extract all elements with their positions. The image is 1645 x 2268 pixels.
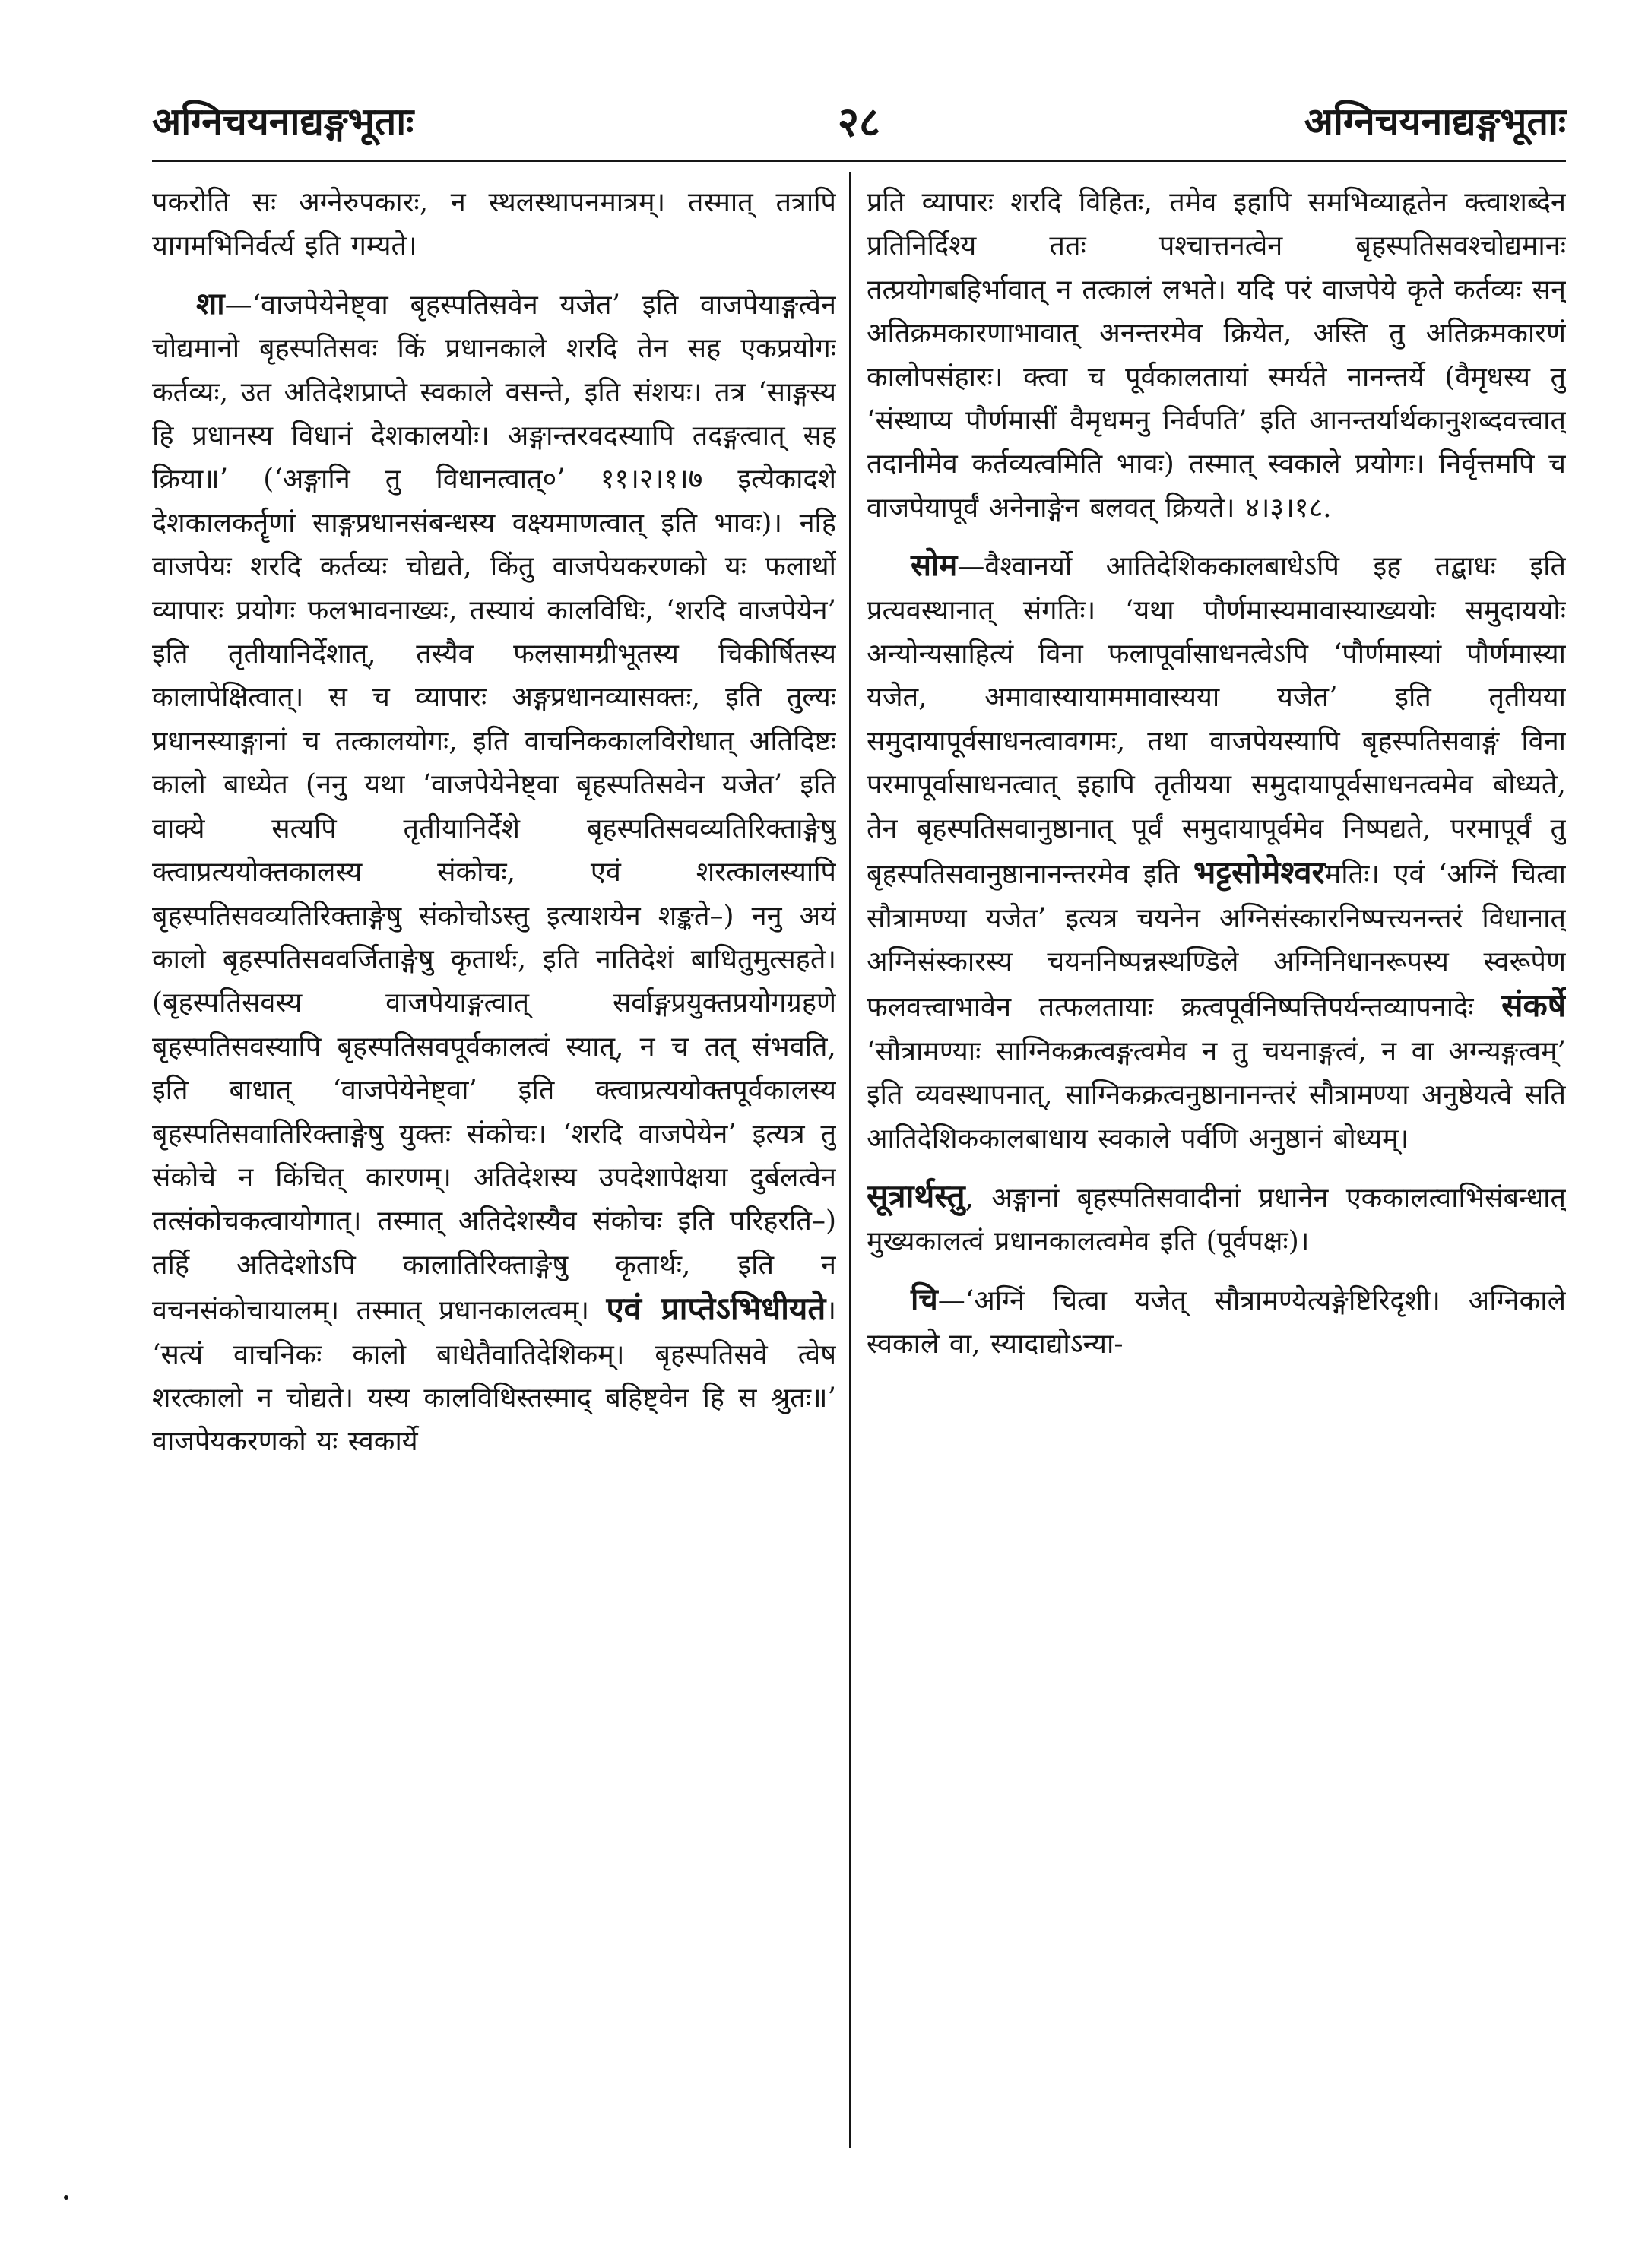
header-right-title: अग्निचयनाद्यङ्गभूताः — [1304, 99, 1566, 144]
right-paragraph-2-text: —वैश्वानर्यो आतिदेशिककालबाधेऽपि इह तद्बाधः इति प्रत्यवस्थानात् संगतिः। ‘यथा पौर्णमास्यमावास्याख्ययोः समुदाययोः अन्योन्यसाहित्यं विना फलापूर्वासाधनत्वेऽपि ‘पौर्णमास्यां पौर्णमास्या यजेत, अमावास्यायाममावास्यया यजेत’ इति तृतीयया समुदायापूर्वसाधनत्वावगमः, तथा वाजपेयस्यापि बृहस्पतिसवाङ्गं विना परमापूर्वासाधनत्वात् इहापि तृतीयया समुदायापूर्वसाधनत्वमेव बोध्यते, तेन बृहस्पतिसवानुष्ठानात् पूर्वं समुदायापूर्वमेव निष्पद्यते, परमापूर्वं तु बृहस्पतिसवानुष्ठानानन्तरमेव इति — [867, 551, 1566, 891]
left-column — [152, 181, 836, 2127]
siddhanta-phrase: एवं प्राप्तेऽभिधीयते — [606, 1290, 826, 1328]
right-paragraph-1-text: प्रति व्यापारः शरदि विहितः, तमेव इहापि समभिव्याहृतेन क्त्वाशब्देन प्रतिनिर्दिश्य ततः पश्चात्तनत्वेन बृहस्पतिसवश्चोद्यमानः तत्प्रयोगबहिर्भावात् न तत्कालं लभते। यदि परं वाजपेये कृते कर्तव्यः सन् अतिक्रमकारणाभावात् अनन्तरमेव क्रियेत, अस्ति तु अतिक्रमकारणं कालोपसंहारः। क्त्वा च पूर्वकालतायां स्मर्यते नानन्तर्ये (वैमृधस्य तु ‘संस्थाप्य पौर्णमासीं वैमृधमनु निर्वपति’ इति आनन्तर्यार्थकानुशब्दवत्त्वात् तदानीमेव कर्तव्यत्वमिति भावः) तस्मात् स्वकाले प्रयोगः। निर्वृत्तमपि च वाजपेयापूर्वं अनेनाङ्गेन बलवत् क्रियते। ४।३।१८. — [867, 187, 1566, 524]
header-left-title: अग्निचयनाद्यङ्गभूताः — [152, 99, 414, 144]
left-paragraph-2-tail: । ‘सत्यं वाचनिकः कालो बाधेतैवातिदेशिकम्। बृहस्पतिसवे त्वेष शरत्कालो न चोद्यते। यस्य कालविधिस्तस्माद् बहिष्ट्वेन हि स श्रुतः॥’ वाजपेयकरणको यः स्वकार्ये — [152, 1295, 836, 1458]
right-paragraph-4 — [867, 1278, 1566, 1367]
left-paragraph-2 — [152, 282, 836, 1464]
right-paragraph-3 — [867, 1174, 1566, 1264]
column-divider — [849, 172, 851, 2148]
right-paragraph-2 — [867, 543, 1566, 1161]
left-paragraph-2-text: —‘वाजपेयेनेष्ट्वा बृहस्पतिसवेन यजेत’ इति वाजपेयाङ्गत्वेन चोद्यमानो बृहस्पतिसवः किं प्रधानकाले शरदि तेन सह एकप्रयोगः कर्तव्यः, उत अतिदेशप्राप्ते स्वकाले वसन्ते, इति संशयः। तत्र ‘साङ्गस्य हि प्रधानस्य विधानं देशकालयोः। अङ्गान्तरवदस्यापि तदङ्गत्वात् सह क्रिया॥’ (‘अङ्गानि तु विधानत्वात्०’ ११।२।१।७ इत्येकादशे देशकालकर्तॄणां साङ्गप्रधानसंबन्धस्य वक्ष्यमाणत्वात् इति भावः)। नहि वाजपेयः शरदि कर्तव्यः चोद्यते, किंतु वाजपेयकरणको यः फलार्थो व्यापारः प्रयोगः फलभावनाख्यः, तस्यायं कालविधिः, ‘शरदि वाजपेयेन’ इति तृतीयानिर्देशात्, तस्यैव फलसामग्रीभूतस्य चिकीर्षितस्य कालापेक्षित्वात्। स च व्यापारः अङ्गप्रधानव्यासक्तः, इति तुल्यः प्रधानस्याङ्गानां च तत्कालयोगः, इति वाचनिककालविरोधात् अतिदिष्टः कालो बाध्येत (ननु यथा ‘वाजपेयेनेष्ट्वा बृहस्पतिसवेन यजेत’ इति वाक्ये सत्यपि तृतीयानिर्देशे बृहस्पतिसवव्यतिरिक्ताङ्गेषु क्त्वाप्रत्ययोक्तकालस्य संकोचः, एवं शरत्कालस्यापि बृहस्पतिसवव्यतिरिक्ताङ्गेषु संकोचोऽस्तु इत्याशयेन शङ्कते–) ननु अयं कालो बृहस्पतिसववर्जिताङ्गेषु कृतार्थः, इति नातिदेशं बाधितुमुत्सहते। (बृहस्पतिसवस्य वाजपेयाङ्गत्वात् सर्वाङ्गप्रयुक्तप्रयोगग्रहणे बृहस्पतिसवस्यापि बृहस्पतिसवपूर्वकालत्वं स्यात्, न च तत् संभवति, इति बाधात् ‘वाजपेयेनेष्ट्वा’ इति क्त्वाप्रत्ययोक्तपूर्वकालस्य बृहस्पतिसवातिरिक्ताङ्गेषु युक्तः संकोचः। ‘शरदि वाजपेयेन’ इत्यत्र तु संकोचे न किंचित् कारणम्। अतिदेशस्य उपदेशापेक्षया दुर्बलत्वेन तत्संकोचकत्वायोगात्। तस्मात् अतिदेशस्यैव संकोचः इति परिहरति–) तर्हि अतिदेशोऽपि कालातिरिक्ताङ्गेषु कृतार्थः, इति न वचनसंकोचायालम्। तस्मात् प्रधानकालत्वम्। — [152, 289, 836, 1327]
right-paragraph-2-tail: मतिः। एवं ‘अग्निं चित्वा सौत्रामण्या यजेत’ इत्यत्र चयनेन अग्निसंस्कारनिष्पत्त्यनन्तरं विधानात् अग्निसंस्कारस्य चयननिष्पन्नस्थण्डिले अग्निनिधानरूपस्य स्वरूपेण फलवत्त्वाभावेन तत्फलतायाः क्रत्वपूर्वनिष्पत्तिपर्यन्तव्यापनादेः — [867, 859, 1566, 1024]
sutrartha-lead: सूत्रार्थस्तु — [867, 1177, 965, 1215]
author-name-bhattasomeshvara: भट्टसोमेश्वर — [1193, 854, 1325, 892]
running-head — [152, 91, 1566, 160]
right-paragraph-2-tail2: ‘सौत्रामण्याः साग्निकक्रत्वङ्गत्वमेव न तु चयनाङ्गत्वं, न वा अग्न्यङ्गत्वम्’ इति व्यवस्थापनात्, साग्निकक्रत्वनुष्ठानानन्तरं सौत्रामण्या अनुष्ठेयत्वे सति आतिदेशिककालबाधाय स्वकाले पर्वणि अनुष्ठानं बोध्यम्। — [867, 1035, 1566, 1155]
page-number: २८ — [837, 97, 881, 146]
commentary-label-chi: चि — [911, 1281, 938, 1317]
work-title-sankarsha: संकर्षे — [1501, 987, 1566, 1025]
commentary-label-sha: शा — [196, 285, 225, 322]
right-column — [867, 181, 1566, 2127]
right-paragraph-3-text: , अङ्गानां बृहस्पतिसवादीनां प्रधानेन एककालत्वाभिसंबन्धात् मुख्यकालत्वं प्रधानकालत्वमेव इति (पूर्वपक्षः)। — [867, 1182, 1566, 1258]
left-paragraph-1-text: पकरोति सः अग्नेरुपकारः, न स्थलस्थापनमात्रम्। तस्मात् तत्रापि यागमभिनिर्वर्त्य इति गम्यते। — [152, 187, 836, 262]
header-rule — [152, 160, 1566, 162]
right-paragraph-1 — [867, 181, 1566, 530]
right-paragraph-4-text: —‘अग्निं चित्वा यजेत् सौत्रामण्येत्यङ्गेष्टिरिदृशी। अग्निकाले स्वकाले वा, स्यादाद्योऽन्या- — [867, 1284, 1566, 1360]
left-paragraph-1 — [152, 181, 836, 268]
margin-speck — [64, 2195, 68, 2200]
commentary-label-soma: सोम — [911, 547, 958, 584]
